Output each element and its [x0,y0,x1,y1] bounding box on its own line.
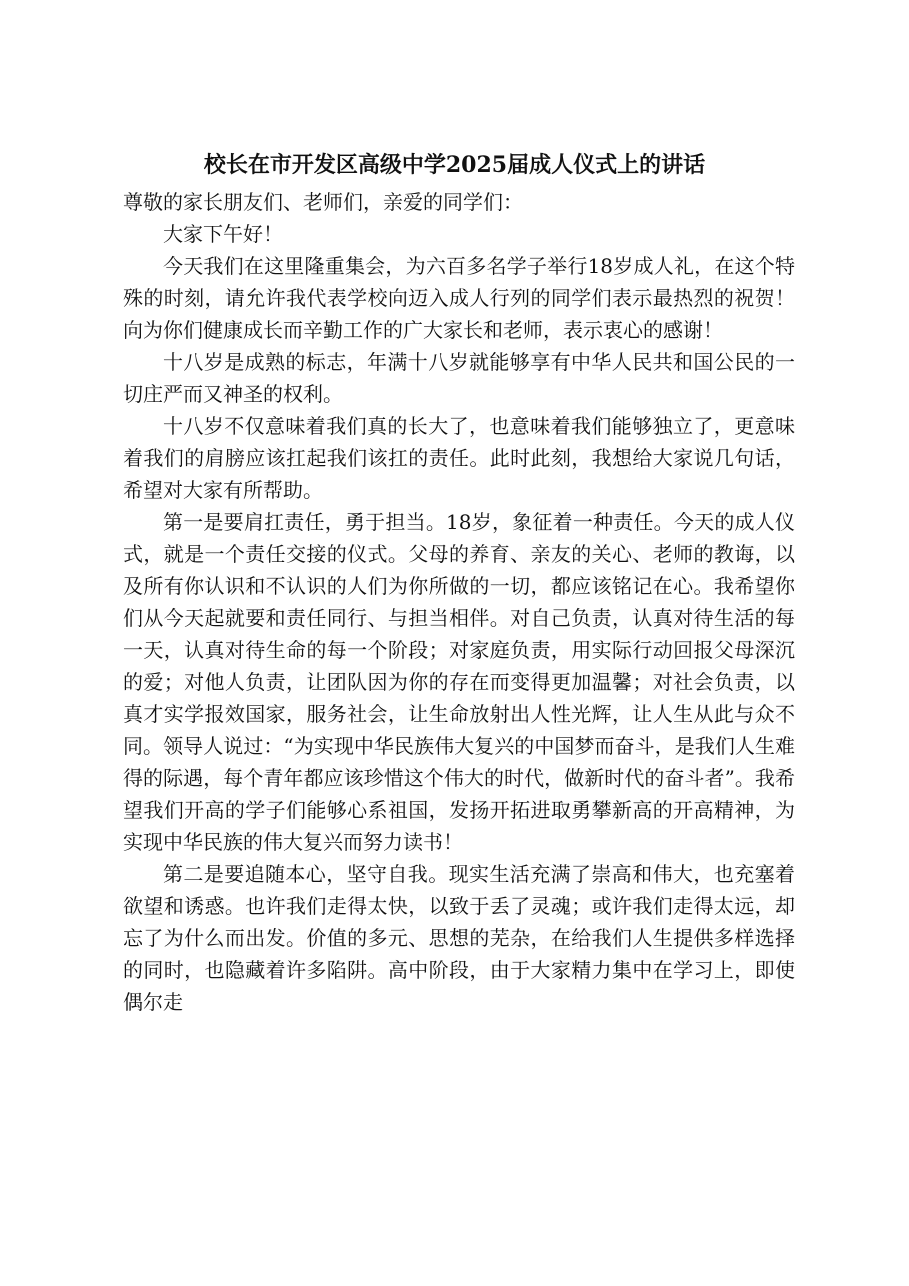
body-paragraph: 十八岁是成熟的标志，年满十八岁就能够享有中华人民共和国公民的一切庄严而又神圣的权利。 [123,350,795,406]
body-paragraph: 第一是要肩扛责任，勇于担当。18岁，象征着一种责任。今天的成人仪式，就是一个责任交接的仪式。父母的养育、亲友的关心、老师的教诲，以及所有你认识和不认识的人们为你所做的一切，都应该铭记在心。我希望你们从今天起就要和责任同行、与担当相伴。对自己负责，认真对待生活的每一天，认真对待生命的每一个阶段；对家庭负责，用实际行动回报父母深沉的爱；对他人负责，让团队因为你的存在而变得更加温馨；对社会负责，以真才实学报效国家，服务社会，让生命放射出人性光辉，让人生从此与众不同。领导人说过：“为实现中华民族伟大复兴的中国梦而奋斗，是我们人生难得的际遇，每个青年都应该珍惜这个伟大的时代，做新时代的奋斗者”。我希望我们开高的学子们能够心系祖国，发扬开拓进取勇攀新高的开高精神，为实现中华民族的伟大复兴而努力读书！ [123,510,795,854]
greeting-paragraph: 大家下午好！ [163,222,283,246]
salutation-paragraph: 尊敬的家长朋友们、老师们，亲爱的同学们： [123,190,523,214]
body-paragraph: 十八岁不仅意味着我们真的长大了，也意味着我们能够独立了，更意味着我们的肩膀应该扛起我们该扛的责任。此时此刻，我想给大家说几句话，希望对大家有所帮助。 [123,414,795,502]
body-paragraph: 今天我们在这里隆重集会，为六百多名学子举行18岁成人礼，在这个特殊的时刻，请允许我代表学校向迈入成人行列的同学们表示最热烈的祝贺！向为你们健康成长而辛勤工作的广大家长和老师，表示衷心的感谢！ [123,254,795,342]
document-body [123,186,795,1018]
body-paragraph: 第二是要追随本心，坚守自我。现实生活充满了崇高和伟大，也充塞着欲望和诱惑。也许我们走得太快，以致于丢了灵魂；或许我们走得太远，却忘了为什么而出发。价值的多元、思想的芜杂，在给我们人生提供多样选择的同时，也隐藏着许多陷阱。高中阶段，由于大家精力集中在学习上，即使偶尔走 [123,862,795,1014]
document-title: 校长在市开发区高级中学2025届成人仪式上的讲话 [203,152,706,178]
